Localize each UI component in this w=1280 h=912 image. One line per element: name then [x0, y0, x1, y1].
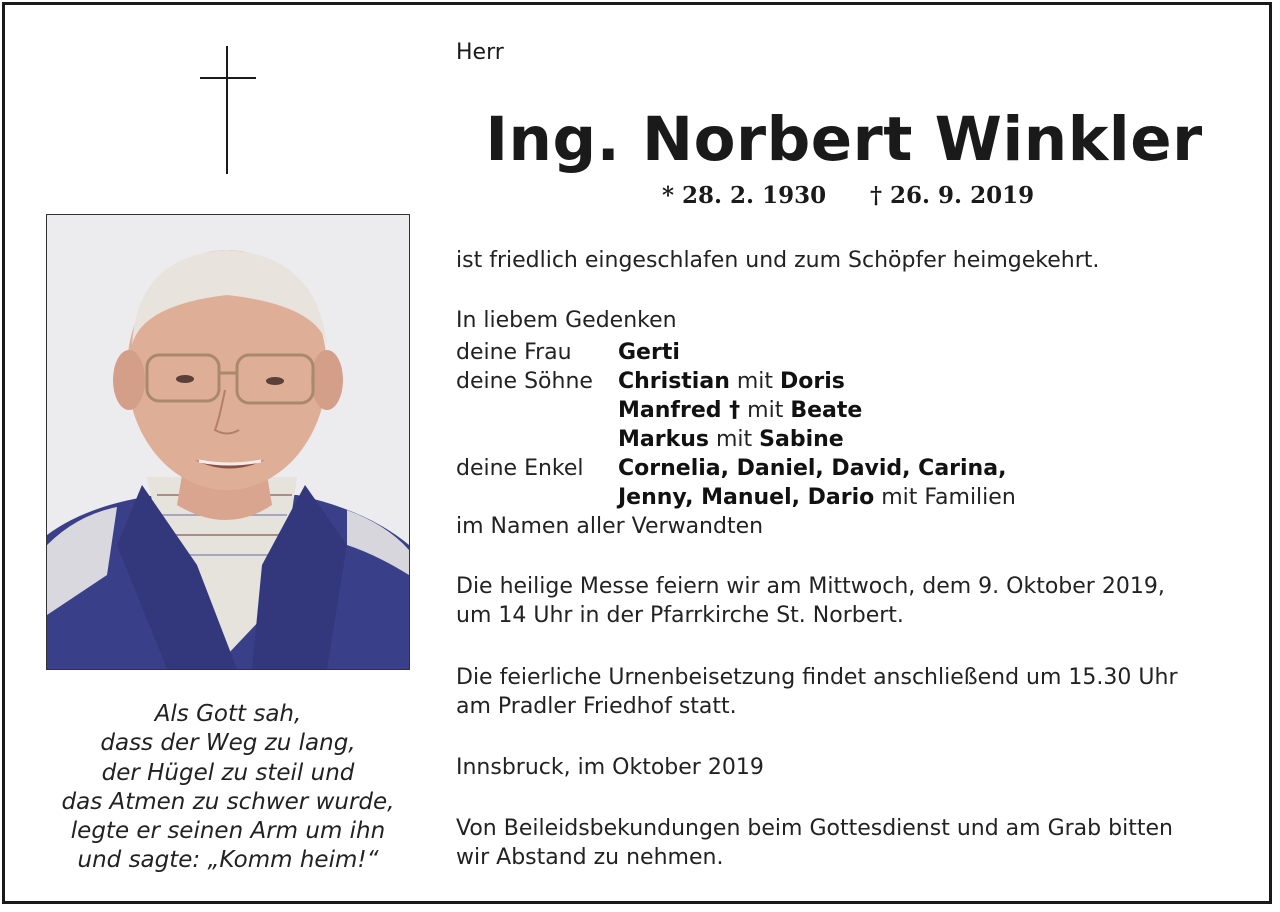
- honorific: Herr: [456, 40, 504, 65]
- mass-line: um 14 Uhr in der Pfarrkirche St. Norbert.: [456, 603, 904, 628]
- birth-date: * 28. 2. 1930: [662, 182, 827, 209]
- memory-heading: In liebem Gedenken: [456, 308, 677, 333]
- son-entry: Manfred † mit Beate: [618, 398, 863, 423]
- son-entry: Christian mit Doris: [618, 369, 845, 394]
- son-entry: Markus mit Sabine: [618, 427, 844, 452]
- burial-line: Die feierliche Urnenbeisetzung findet anschließend um 15.30 Uhr: [456, 665, 1178, 690]
- burial-line: am Pradler Friedhof statt.: [456, 694, 737, 719]
- poem-line: dass der Weg zu lang,: [100, 730, 356, 757]
- poem-line: legte er seinen Arm um ihn: [70, 818, 386, 845]
- mass-line: Die heilige Messe feiern wir am Mittwoch, dem 9. Oktober 2019,: [456, 574, 1165, 599]
- grandchildren-line: Cornelia, Daniel, David, Carina,: [618, 456, 1007, 481]
- condolence-line: wir Abstand zu nehmen.: [456, 845, 724, 870]
- poem-line: Als Gott sah,: [154, 701, 302, 727]
- sons-label: deine Söhne: [456, 369, 593, 394]
- poem: [40, 700, 416, 876]
- wife-label: deine Frau: [456, 340, 572, 365]
- grandchildren-label: deine Enkel: [456, 456, 584, 481]
- poem-line: der Hügel zu steil und: [101, 759, 355, 786]
- intro-text: ist friedlich eingeschlafen und zum Schöpfer heimgekehrt.: [456, 248, 1100, 273]
- place-date: Innsbruck, im Oktober 2019: [456, 755, 764, 780]
- relatives-text: im Namen aller Verwandten: [456, 514, 764, 539]
- poem-line: und sagte: „Komm heim!“: [77, 847, 379, 874]
- wife-name: Gerti: [618, 340, 680, 365]
- grandchildren-line: Jenny, Manuel, Dario mit Familien: [618, 485, 1016, 510]
- poem-line: das Atmen zu schwer wurde,: [61, 788, 395, 815]
- portrait-photo: [46, 214, 410, 670]
- death-date: † 26. 9. 2019: [870, 182, 1035, 209]
- condolence-line: Von Beileidsbekundungen beim Gottesdienst und am Grab bitten: [456, 816, 1173, 841]
- deceased-name: Ing. Norbert Winkler: [485, 104, 1203, 175]
- cross-icon: [200, 46, 256, 174]
